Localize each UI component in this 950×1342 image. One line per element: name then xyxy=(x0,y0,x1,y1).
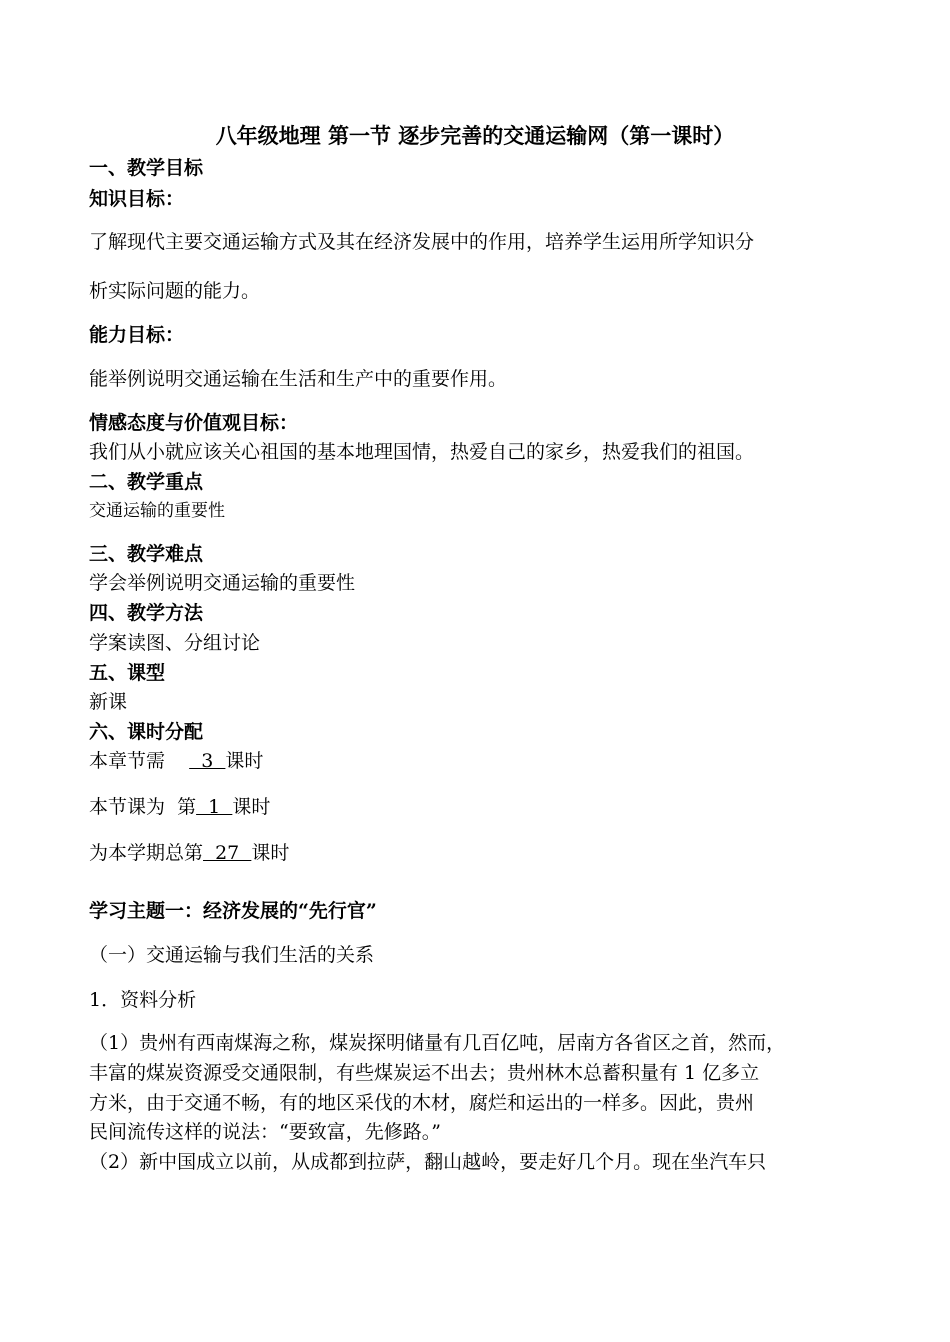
label-knowledge-objective: 知识目标： xyxy=(89,188,185,210)
paragraph-1-line-1: （1）贵州有西南煤海之称，煤炭探明储量有几百亿吨，居南方各省区之首，然而， xyxy=(89,1032,786,1054)
schedule-section-value: 1 xyxy=(196,796,233,818)
schedule-term-prefix: 为本学期总第 xyxy=(89,842,204,864)
schedule-chapter-value: 3 xyxy=(189,750,226,772)
heading-difficulty: 三、教学难点 xyxy=(89,543,204,565)
knowledge-text-line-2: 析实际问题的能力。 xyxy=(89,280,261,302)
heading-objectives: 一、教学目标 xyxy=(89,157,204,179)
paragraph-1-line-3: 方米，由于交通不畅，有的地区采伐的木材，腐烂和运出的一样多。因此，贵州 xyxy=(89,1092,755,1114)
heading-key-point: 二、教学重点 xyxy=(89,471,204,493)
emotion-text: 我们从小就应该关心祖国的基本地理国情，热爱自己的家乡，热爱我们的祖国。 xyxy=(89,441,755,463)
method-text: 学案读图、分组讨论 xyxy=(89,632,261,654)
schedule-chapter-line xyxy=(89,748,263,774)
schedule-chapter-prefix: 本章节需 xyxy=(89,750,190,772)
label-ability-objective: 能力目标： xyxy=(89,324,185,346)
paragraph-2-line-1: （2）新中国成立以前，从成都到拉萨，翻山越岭，要走好几个月。现在坐汽车只 xyxy=(89,1151,767,1173)
heading-method: 四、教学方法 xyxy=(89,602,204,624)
knowledge-text-line-1: 了解现代主要交通运输方式及其在经济发展中的作用，培养学生运用所学知识分 xyxy=(89,231,755,253)
key-point-text: 交通运输的重要性 xyxy=(89,501,225,521)
topic-heading: 学习主题一：经济发展的“先行官” xyxy=(89,900,377,922)
topic-subheading-2: 1．资料分析 xyxy=(89,989,197,1011)
difficulty-text: 学会举例说明交通运输的重要性 xyxy=(89,572,356,594)
schedule-section-suffix: 课时 xyxy=(232,796,271,818)
document-title: 八年级地理 第一节 逐步完善的交通运输网（第一课时） xyxy=(215,123,735,148)
label-emotion-objective: 情感态度与价值观目标： xyxy=(89,412,299,434)
lesson-type-text: 新课 xyxy=(89,691,128,713)
ability-text: 能举例说明交通运输在生活和生产中的重要作用。 xyxy=(89,368,508,390)
schedule-term-line xyxy=(89,840,289,866)
schedule-section-prefix: 本节课为 第 xyxy=(89,796,197,818)
paragraph-1-line-2: 丰富的煤炭资源受交通限制，有些煤炭运不出去；贵州林木总蓄积量有 1 亿多立 xyxy=(89,1062,760,1084)
schedule-term-value: 27 xyxy=(203,842,252,864)
heading-lesson-type: 五、课型 xyxy=(89,662,166,684)
paragraph-1-line-4: 民间流传这样的说法：“要致富，先修路。” xyxy=(89,1121,441,1143)
schedule-chapter-suffix: 课时 xyxy=(225,750,264,772)
topic-subheading-1: （一）交通运输与我们生活的关系 xyxy=(89,944,375,966)
schedule-section-line xyxy=(89,794,270,820)
heading-schedule: 六、课时分配 xyxy=(89,721,204,743)
schedule-term-suffix: 课时 xyxy=(251,842,290,864)
